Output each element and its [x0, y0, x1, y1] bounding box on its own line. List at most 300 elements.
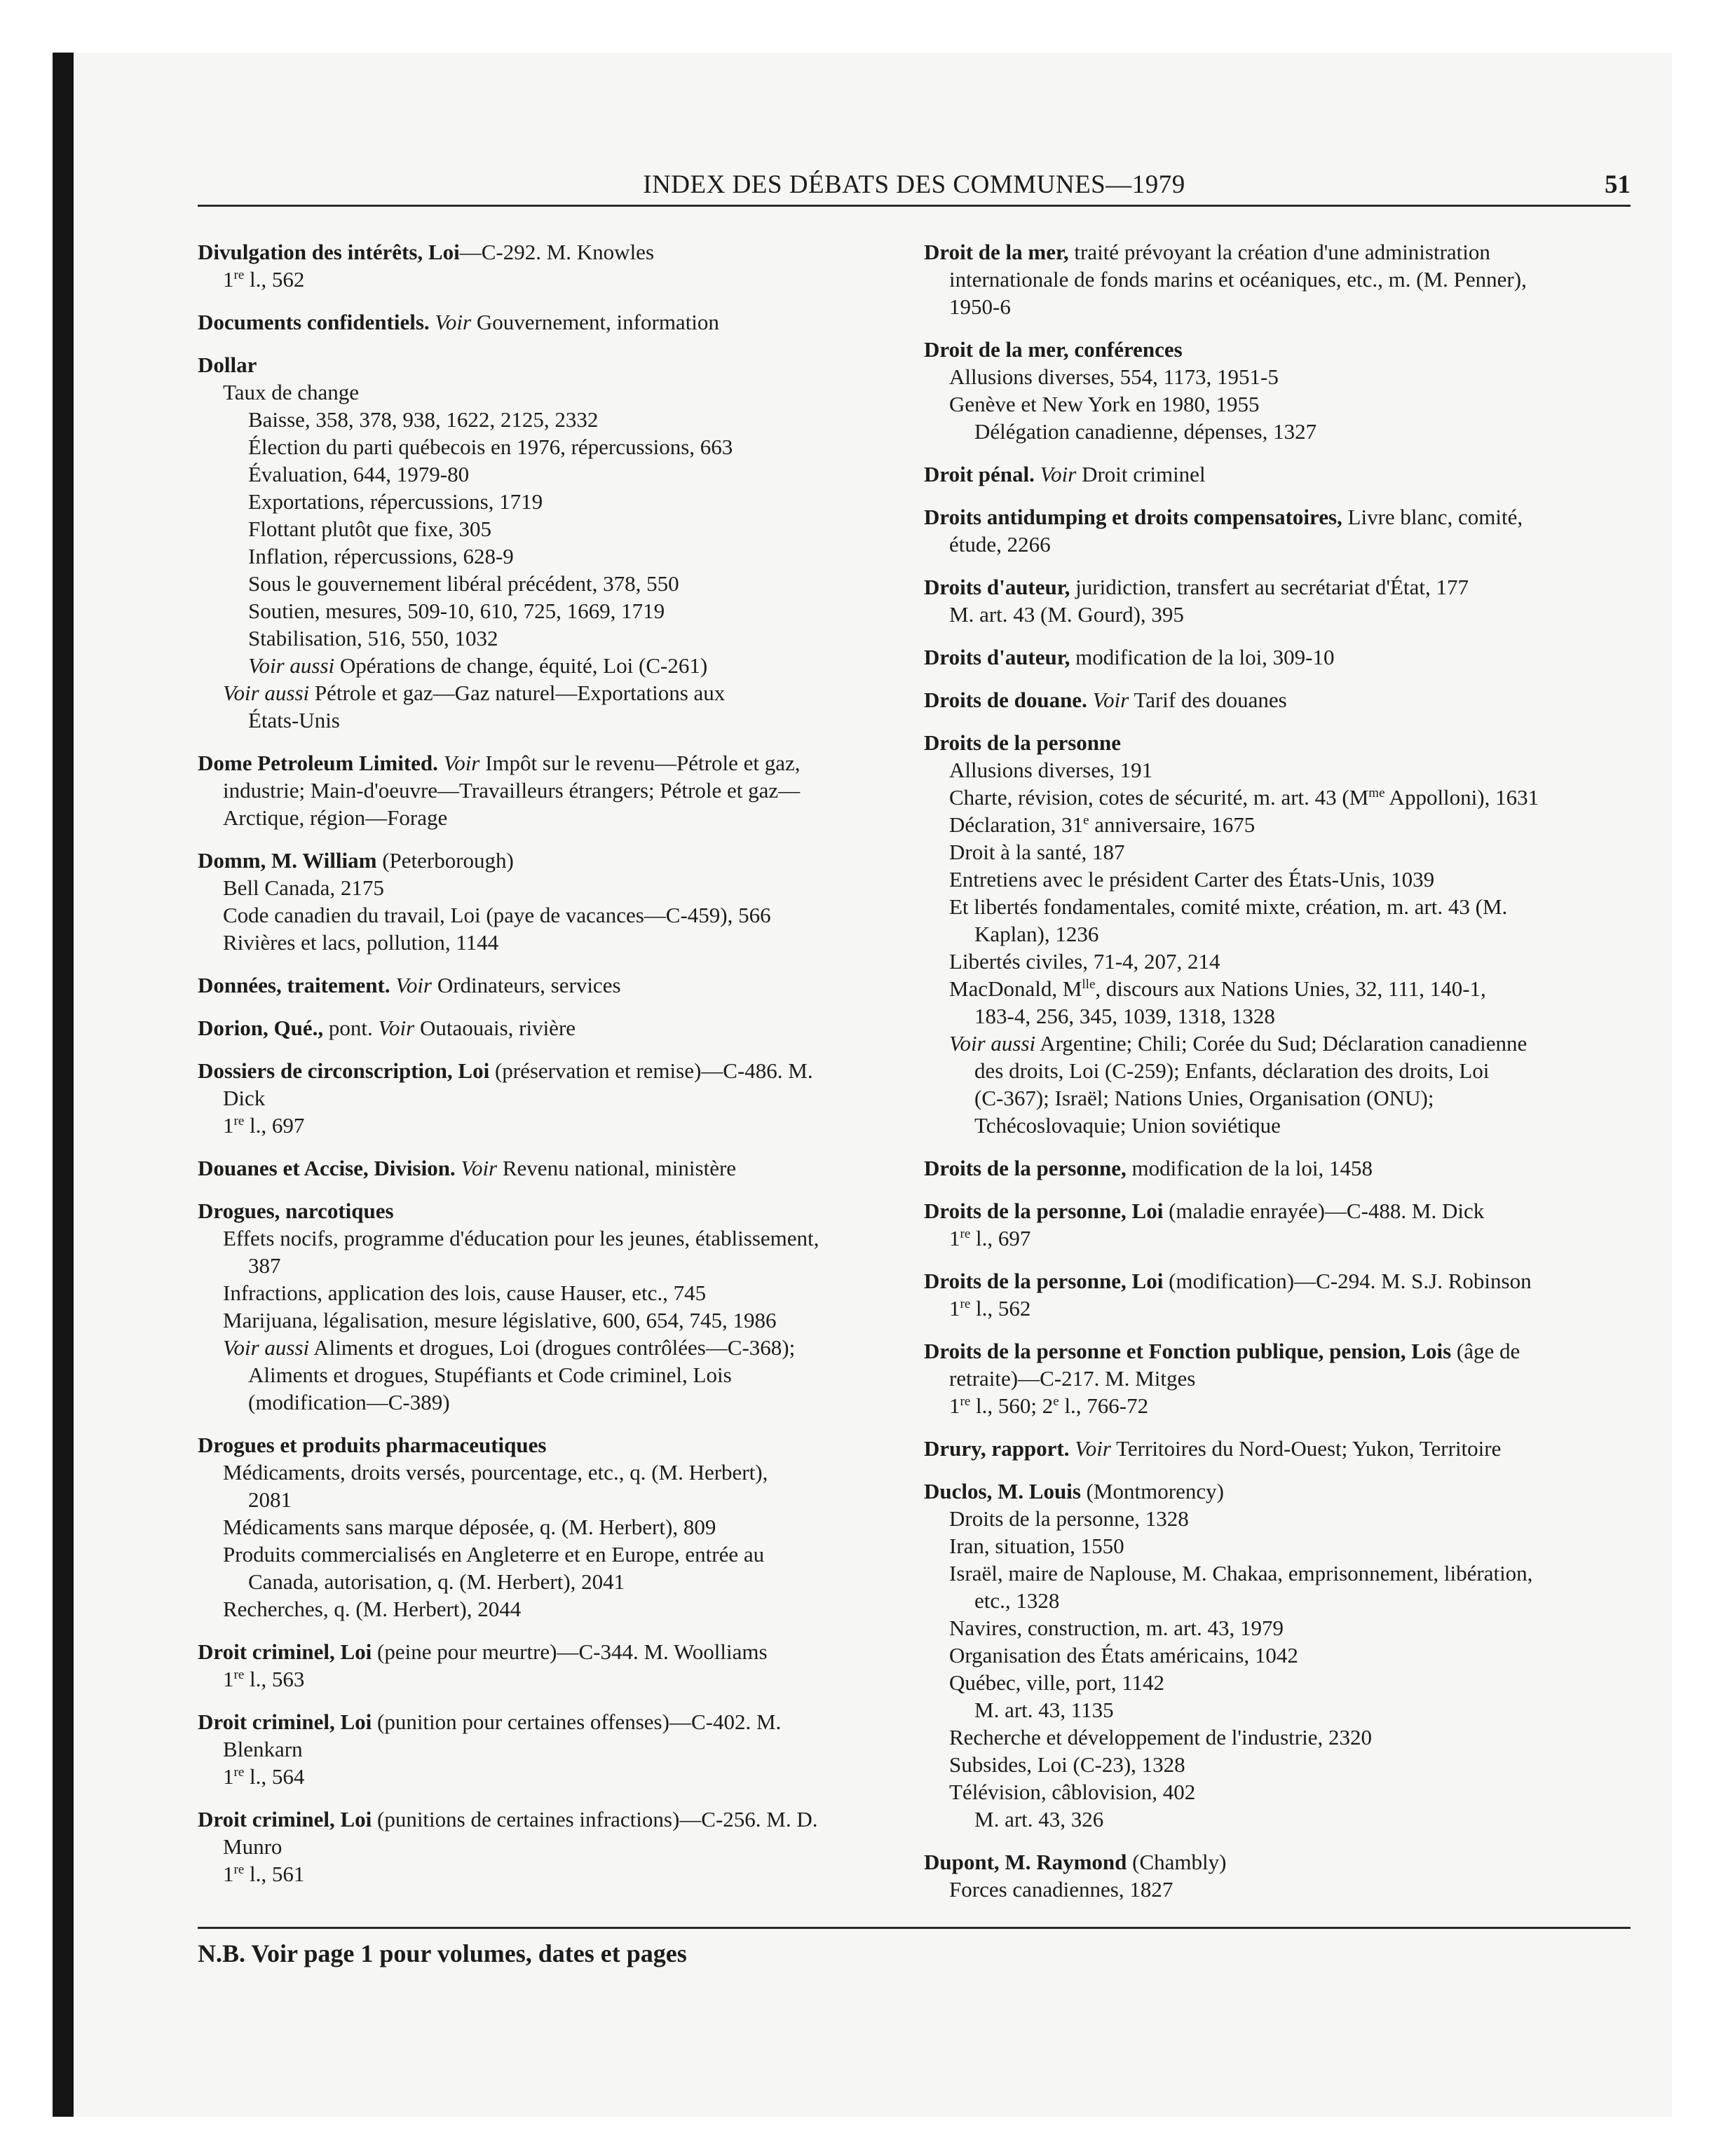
- entry-text: Territoires du Nord-Ouest; Yukon, Territoire: [1110, 1436, 1502, 1461]
- entry-text: Code canadien du travail, Loi (paye de vacances—C-459), 566: [223, 903, 771, 927]
- entry-text: Déclaration, 31: [949, 812, 1084, 837]
- cross-reference: Voir aussi: [223, 681, 310, 705]
- superscript: re: [960, 1297, 971, 1311]
- entry-text: (punitions de certaines infractions)—C-256. M. D.: [372, 1807, 818, 1831]
- entry-subline: [924, 266, 1632, 293]
- index-entry: [198, 1154, 906, 1182]
- entry-text: étude, 2266: [949, 532, 1051, 557]
- entry-subline: [924, 1392, 1632, 1419]
- entry-text: industrie; Main-d'oeuvre—Travailleurs étrangers; Pétrole et gaz—: [223, 778, 801, 803]
- entry-text: Baisse, 358, 378, 938, 1622, 2125, 2332: [248, 407, 599, 432]
- entry-subline: [924, 893, 1632, 920]
- entry-text: Stabilisation, 516, 550, 1032: [248, 626, 498, 650]
- entry-text: Inflation, répercussions, 628-9: [248, 544, 514, 568]
- entry-term: Droit pénal.: [924, 462, 1035, 486]
- entry-subline: [198, 515, 906, 543]
- entry-text: Aliments et drogues, Loi (drogues contrôlées—C-368);: [309, 1335, 796, 1360]
- entry-subline: [198, 543, 906, 570]
- entry-subline: [924, 784, 1632, 811]
- entry-text: 1: [223, 267, 234, 292]
- entry-subline: [924, 1806, 1632, 1833]
- entry-text: Élection du parti québecois en 1976, répercussions, 663: [248, 435, 733, 459]
- entry-term: Droits d'auteur,: [924, 575, 1070, 599]
- entry-text: Iran, situation, 1550: [949, 1534, 1124, 1558]
- entry-heading-line: [924, 1154, 1632, 1182]
- entry-text: modification de la loi, 1458: [1126, 1156, 1373, 1180]
- entry-subline: [924, 1751, 1632, 1778]
- entry-text: Et libertés fondamentales, comité mixte, création, m. art. 43 (M.: [949, 894, 1508, 919]
- entry-subline: [924, 1614, 1632, 1642]
- entry-text: Sous le gouvernement libéral précédent, 378, 550: [248, 571, 679, 596]
- entry-text: internationale de fonds marins et océaniques, etc., m. (M. Penner),: [949, 267, 1527, 292]
- entry-text: Arctique, région—Forage: [223, 805, 448, 830]
- entry-text: l., 697: [970, 1226, 1031, 1250]
- entry-subline: [198, 570, 906, 597]
- index-entry: [198, 847, 906, 956]
- cross-reference: Voir aussi: [949, 1031, 1036, 1056]
- entry-text: États-Unis: [248, 708, 340, 732]
- page-title: INDEX DES DÉBATS DES COMMUNES—1979: [643, 170, 1185, 199]
- entry-text: anniversaire, 1675: [1089, 812, 1256, 837]
- entry-text: Flottant plutôt que fixe, 305: [248, 517, 491, 541]
- entry-text: Tchécoslovaquie; Union soviétique: [974, 1113, 1281, 1138]
- entry-text: Marijuana, légalisation, mesure législative, 600, 654, 745, 1986: [223, 1308, 777, 1332]
- entry-text: retraite)—C-217. M. Mitges: [949, 1366, 1196, 1391]
- entry-text: 2081: [248, 1487, 292, 1512]
- entry-subline: [924, 811, 1632, 838]
- entry-heading-line: [198, 351, 906, 378]
- index-entry: [198, 1431, 906, 1623]
- entry-subline: [198, 488, 906, 515]
- entry-subline: [924, 1112, 1632, 1139]
- entry-text: M. art. 43, 326: [974, 1807, 1104, 1831]
- entry-text: (modification)—C-294. M. S.J. Robinson: [1163, 1269, 1532, 1293]
- entry-text: (maladie enrayée)—C-488. M. Dick: [1163, 1199, 1485, 1223]
- entry-heading-line: [198, 971, 906, 999]
- entry-subline: [198, 1486, 906, 1513]
- entry-term: Duclos, M. Louis: [924, 1479, 1081, 1503]
- footer-rule: [198, 1927, 1631, 1929]
- entry-term: Droits de la personne: [924, 730, 1122, 755]
- entry-term: Dossiers de circonscription, Loi: [198, 1058, 490, 1083]
- entry-subline: [924, 1724, 1632, 1751]
- index-entry: [924, 729, 1632, 1139]
- entry-text: Bell Canada, 2175: [223, 875, 384, 900]
- entry-text: 1: [949, 1296, 960, 1321]
- entry-subline: [198, 1389, 906, 1416]
- entry-text: (préservation et remise)—C-486. M.: [489, 1058, 813, 1083]
- entry-text: 1: [223, 1862, 234, 1886]
- entry-text: Entretiens avec le président Carter des États-Unis, 1039: [949, 867, 1435, 892]
- entry-subline: [924, 1669, 1632, 1696]
- index-entry: [924, 573, 1632, 628]
- entry-text: Outaouais, rivière: [414, 1016, 576, 1040]
- entry-subline: [198, 433, 906, 460]
- entry-text: Munro: [223, 1834, 283, 1859]
- entry-text: l., 560; 2: [970, 1393, 1054, 1418]
- entry-text: [1035, 462, 1040, 486]
- entry-text: [1087, 688, 1093, 712]
- entry-heading-line: [198, 749, 906, 777]
- entry-text: 1: [223, 1764, 234, 1789]
- entry-term: Drogues, narcotiques: [198, 1199, 394, 1223]
- entry-heading-line: [198, 308, 906, 336]
- entry-subline: [924, 293, 1632, 320]
- entry-heading-line: [198, 1154, 906, 1182]
- cross-reference: Voir aussi: [223, 1335, 310, 1360]
- entry-text: Organisation des États américains, 1042: [949, 1643, 1298, 1667]
- entry-text: (âge de: [1451, 1339, 1520, 1363]
- entry-text: —C-292. M. Knowles: [459, 240, 655, 264]
- index-entry: [924, 686, 1632, 714]
- entry-subline: [924, 1365, 1632, 1392]
- superscript: re: [233, 1862, 245, 1877]
- entry-subline: [924, 1030, 1632, 1057]
- entry-heading-line: [924, 686, 1632, 714]
- index-entry: [198, 1197, 906, 1416]
- entry-text: Ordinateurs, services: [432, 973, 621, 997]
- entry-heading-line: [924, 336, 1632, 363]
- entry-heading-line: [924, 503, 1632, 531]
- entry-subline: [924, 1778, 1632, 1806]
- entry-text: 1: [949, 1393, 960, 1418]
- entry-heading-line: [198, 1057, 906, 1084]
- entry-text: Rivières et lacs, pollution, 1144: [223, 930, 499, 955]
- superscript: me: [1368, 786, 1385, 800]
- cross-reference: Voir: [378, 1016, 415, 1040]
- superscript: e: [1083, 813, 1089, 828]
- entry-subline: [924, 1560, 1632, 1587]
- entry-text: Israël, maire de Naplouse, M. Chakaa, emprisonnement, libération,: [949, 1561, 1533, 1585]
- entry-subline: [198, 652, 906, 679]
- entry-term: Domm, M. William: [198, 848, 377, 873]
- entry-subline: [198, 1568, 906, 1595]
- entry-heading-line: [198, 847, 906, 874]
- entry-text: Kaplan), 1236: [974, 922, 1099, 946]
- entry-text: Impôt sur le revenu—Pétrole et gaz,: [479, 751, 801, 775]
- entry-term: Droits de la personne, Loi: [924, 1199, 1164, 1223]
- superscript: re: [960, 1394, 971, 1409]
- entry-subline: [924, 948, 1632, 975]
- index-column-right: [924, 238, 1632, 1918]
- entry-term: Drogues et produits pharmaceutiques: [198, 1433, 547, 1457]
- entry-text: Soutien, mesures, 509-10, 610, 725, 1669, 1719: [248, 599, 665, 623]
- cross-reference: Voir: [435, 310, 472, 334]
- entry-text: Taux de change: [223, 380, 360, 404]
- entry-subline: [198, 707, 906, 734]
- entry-text: Délégation canadienne, dépenses, 1327: [974, 419, 1317, 444]
- entry-heading-line: [198, 1806, 906, 1833]
- entry-subline: [924, 1084, 1632, 1112]
- entry-text: (Peterborough): [376, 848, 514, 873]
- entry-text: Navires, construction, m. art. 43, 1979: [949, 1616, 1284, 1640]
- entry-text: 1950-6: [949, 294, 1011, 319]
- entry-text: l., 562: [244, 267, 305, 292]
- index-entry: [198, 308, 906, 336]
- entry-subline: [198, 1112, 906, 1139]
- entry-subline: [924, 1532, 1632, 1560]
- entry-text: Recherches, q. (M. Herbert), 2044: [223, 1597, 522, 1621]
- index-column-left: [198, 238, 906, 1903]
- superscript: lle: [1082, 977, 1096, 992]
- entry-text: Québec, ville, port, 1142: [949, 1670, 1165, 1695]
- entry-subline: [198, 874, 906, 901]
- entry-text: Exportations, répercussions, 1719: [248, 489, 543, 514]
- entry-subline: [198, 901, 906, 929]
- entry-subline: [198, 804, 906, 831]
- entry-term: Droits de la personne,: [924, 1156, 1127, 1180]
- index-entry: [198, 351, 906, 734]
- index-entry: [924, 238, 1632, 320]
- cross-reference: Voir: [395, 973, 433, 997]
- entry-text: l., 563: [244, 1667, 305, 1691]
- entry-text: Droit à la santé, 187: [949, 840, 1125, 864]
- binding-edge: [53, 53, 74, 2117]
- superscript: re: [233, 268, 245, 282]
- entry-term: Documents confidentiels.: [198, 310, 430, 334]
- entry-text: (punition pour certaines offenses)—C-402. M.: [372, 1710, 782, 1734]
- index-entry: [198, 749, 906, 831]
- entry-subline: [924, 1057, 1632, 1084]
- index-entry: [198, 971, 906, 999]
- index-entry: [924, 1154, 1632, 1182]
- entry-text: Dick: [223, 1086, 266, 1110]
- entry-text: Argentine; Chili; Corée du Sud; Déclaration canadienne: [1035, 1031, 1528, 1056]
- entry-text: Opérations de change, équité, Loi (C-261): [334, 653, 708, 678]
- entry-term: Droit criminel, Loi: [198, 1639, 372, 1664]
- entry-subline: [924, 1587, 1632, 1614]
- entry-text: 1: [949, 1226, 960, 1250]
- entry-text: MacDonald, M: [949, 976, 1082, 1001]
- index-entry: [924, 503, 1632, 558]
- entry-subline: [924, 1876, 1632, 1903]
- entry-heading-line: [198, 1638, 906, 1665]
- index-entry: [198, 1638, 906, 1693]
- entry-subline: [924, 1642, 1632, 1669]
- entry-text: Genève et New York en 1980, 1955: [949, 392, 1260, 416]
- entry-text: M. art. 43 (M. Gourd), 395: [949, 602, 1184, 627]
- entry-subline: [198, 625, 906, 652]
- entry-term: Douanes et Accise, Division.: [198, 1156, 456, 1180]
- entry-subline: [198, 1763, 906, 1790]
- entry-text: l., 766-72: [1059, 1393, 1149, 1418]
- entry-subline: [198, 1279, 906, 1306]
- entry-text: Forces canadiennes, 1827: [949, 1877, 1173, 1902]
- entry-heading-line: [924, 1435, 1632, 1462]
- entry-text: Médicaments sans marque déposée, q. (M. Herbert), 809: [223, 1515, 716, 1539]
- cross-reference: Voir: [443, 751, 480, 775]
- entry-text: 1: [223, 1667, 234, 1691]
- entry-text: Revenu national, ministère: [497, 1156, 737, 1180]
- entry-text: 1: [223, 1113, 234, 1138]
- entry-term: Dome Petroleum Limited.: [198, 751, 438, 775]
- entry-term: Droit de la mer,: [924, 240, 1069, 264]
- entry-text: traité prévoyant la création d'une administration: [1068, 240, 1490, 264]
- entry-text: (Montmorency): [1080, 1479, 1224, 1503]
- entry-subline: [198, 929, 906, 956]
- index-entry: [198, 1014, 906, 1042]
- entry-text: (Chambly): [1127, 1850, 1227, 1874]
- entry-subline: [924, 601, 1632, 628]
- entry-text: (peine pour meurtre)—C-344. M. Woolliams: [372, 1639, 768, 1664]
- index-entry: [924, 1478, 1632, 1833]
- footer-note: N.B. Voir page 1 pour volumes, dates et pages: [198, 1939, 687, 1967]
- index-entry: [198, 1806, 906, 1888]
- entry-subline: [924, 531, 1632, 558]
- entry-text: Droit criminel: [1076, 462, 1206, 486]
- entry-text: Infractions, application des lois, cause Hauser, etc., 745: [223, 1281, 707, 1305]
- entry-text: , discours aux Nations Unies, 32, 111, 140-1,: [1095, 976, 1486, 1001]
- entry-subline: [198, 1306, 906, 1334]
- index-entry: [924, 1848, 1632, 1903]
- superscript: re: [960, 1227, 971, 1241]
- entry-text: Tarif des douanes: [1129, 688, 1287, 712]
- index-entry: [924, 1267, 1632, 1322]
- entry-text: Produits commercialisés en Angleterre et en Europe, entrée au: [223, 1542, 765, 1567]
- index-entry: [924, 336, 1632, 445]
- entry-subline: [198, 406, 906, 433]
- entry-text: 387: [248, 1253, 281, 1278]
- entry-subline: [924, 866, 1632, 893]
- entry-term: Droits de la personne, Loi: [924, 1269, 1164, 1293]
- entry-text: Appolloni), 1631: [1384, 785, 1539, 810]
- entry-term: Droits d'auteur,: [924, 645, 1070, 669]
- entry-text: l., 564: [244, 1764, 305, 1789]
- entry-text: Livre blanc, comité,: [1342, 505, 1523, 529]
- superscript: re: [233, 1667, 245, 1682]
- entry-text: l., 562: [970, 1296, 1031, 1321]
- entry-subline: [198, 1459, 906, 1486]
- entry-term: Dupont, M. Raymond: [924, 1850, 1127, 1874]
- entry-text: Gouvernement, information: [471, 310, 719, 334]
- entry-text: Télévision, câblovision, 402: [949, 1780, 1196, 1804]
- entry-heading-line: [198, 1014, 906, 1042]
- entry-subline: [924, 975, 1632, 1002]
- entry-subline: [198, 1084, 906, 1112]
- entry-subline: [198, 378, 906, 406]
- index-entry: [924, 1337, 1632, 1419]
- entry-heading-line: [198, 238, 906, 266]
- cross-reference: Voir: [461, 1156, 498, 1180]
- entry-text: 183-4, 256, 345, 1039, 1318, 1328: [974, 1004, 1275, 1028]
- index-entry: [198, 1708, 906, 1790]
- entry-subline: [198, 597, 906, 625]
- entry-subline: [198, 1860, 906, 1888]
- index-entry: [924, 1435, 1632, 1462]
- entry-subline: [924, 418, 1632, 445]
- index-entry: [924, 460, 1632, 488]
- entry-heading-line: [924, 1478, 1632, 1505]
- entry-text: Libertés civiles, 71-4, 207, 214: [949, 949, 1220, 974]
- entry-text: Charte, révision, cotes de sécurité, m. art. 43 (M: [949, 785, 1369, 810]
- entry-heading-line: [198, 1197, 906, 1224]
- entry-subline: [198, 1361, 906, 1389]
- entry-term: Divulgation des intérêts, Loi: [198, 240, 460, 264]
- entry-subline: [924, 1505, 1632, 1532]
- superscript: re: [233, 1765, 245, 1780]
- entry-subline: [198, 1513, 906, 1541]
- entry-subline: [924, 1224, 1632, 1252]
- entry-subline: [198, 1833, 906, 1860]
- entry-heading-line: [924, 1848, 1632, 1876]
- entry-text: Allusions diverses, 191: [949, 758, 1153, 782]
- entry-heading-line: [924, 729, 1632, 756]
- cross-reference: Voir: [1092, 688, 1129, 712]
- entry-text: Aliments et drogues, Stupéfiants et Code criminel, Lois: [248, 1363, 732, 1387]
- entry-term: Droit criminel, Loi: [198, 1807, 372, 1831]
- entry-heading-line: [924, 573, 1632, 601]
- entry-subline: [198, 1252, 906, 1279]
- entry-subline: [198, 1334, 906, 1361]
- running-header: [198, 170, 1631, 207]
- entry-subline: [198, 1541, 906, 1568]
- entry-subline: [924, 920, 1632, 948]
- entry-text: juridiction, transfert au secrétariat d'État, 177: [1070, 575, 1469, 599]
- entry-heading-line: [924, 1197, 1632, 1224]
- entry-subline: [198, 1224, 906, 1252]
- entry-text: Recherche et développement de l'industrie, 2320: [949, 1725, 1372, 1749]
- superscript: re: [233, 1114, 245, 1128]
- entry-text: des droits, Loi (C-259); Enfants, déclaration des droits, Loi: [974, 1058, 1490, 1083]
- entry-subline: [198, 679, 906, 707]
- entry-term: Droits antidumping et droits compensatoires,: [924, 505, 1342, 529]
- entry-heading-line: [924, 1267, 1632, 1295]
- entry-text: Subsides, Loi (C-23), 1328: [949, 1752, 1185, 1777]
- entry-text: Allusions diverses, 554, 1173, 1951-5: [949, 364, 1279, 389]
- entry-heading-line: [924, 238, 1632, 266]
- index-entry: [924, 1197, 1632, 1252]
- entry-term: Dorion, Qué.,: [198, 1016, 324, 1040]
- entry-subline: [198, 1595, 906, 1623]
- entry-text: Pétrole et gaz—Gaz naturel—Exportations aux: [309, 681, 726, 705]
- entry-subline: [924, 756, 1632, 784]
- entry-heading-line: [924, 460, 1632, 488]
- entry-subline: [198, 777, 906, 804]
- entry-text: Médicaments, droits versés, pourcentage, etc., q. (M. Herbert),: [223, 1460, 768, 1485]
- entry-text: Canada, autorisation, q. (M. Herbert), 2041: [248, 1569, 625, 1594]
- entry-text: Blenkarn: [223, 1737, 303, 1761]
- entry-subline: [198, 1665, 906, 1693]
- page-number: 51: [1605, 170, 1631, 199]
- entry-subline: [924, 1002, 1632, 1030]
- cross-reference: Voir: [1075, 1436, 1111, 1461]
- index-entry: [198, 238, 906, 293]
- entry-text: (modification—C-389): [248, 1390, 450, 1414]
- entry-term: Droits de la personne et Fonction publique, pension, Lois: [924, 1339, 1452, 1363]
- entry-term: Données, traitement.: [198, 973, 390, 997]
- entry-text: etc., 1328: [974, 1588, 1060, 1613]
- entry-heading-line: [198, 1431, 906, 1459]
- entry-term: Drury, rapport.: [924, 1436, 1070, 1461]
- entry-heading-line: [198, 1708, 906, 1735]
- entry-text: [438, 751, 444, 775]
- cross-reference: Voir aussi: [248, 653, 335, 678]
- entry-subline: [198, 460, 906, 488]
- entry-text: M. art. 43, 1135: [974, 1698, 1114, 1722]
- entry-subline: [198, 1735, 906, 1763]
- entry-text: (C-367); Israël; Nations Unies, Organisation (ONU);: [974, 1086, 1434, 1110]
- entry-term: Dollar: [198, 353, 257, 377]
- entry-text: l., 561: [244, 1862, 305, 1886]
- index-entry: [198, 1057, 906, 1139]
- cross-reference: Voir: [1040, 462, 1077, 486]
- entry-subline: [924, 1696, 1632, 1724]
- entry-subline: [924, 390, 1632, 418]
- entry-term: Droit criminel, Loi: [198, 1710, 372, 1734]
- entry-subline: [924, 838, 1632, 866]
- entry-subline: [924, 363, 1632, 390]
- entry-term: Droits de douane.: [924, 688, 1087, 712]
